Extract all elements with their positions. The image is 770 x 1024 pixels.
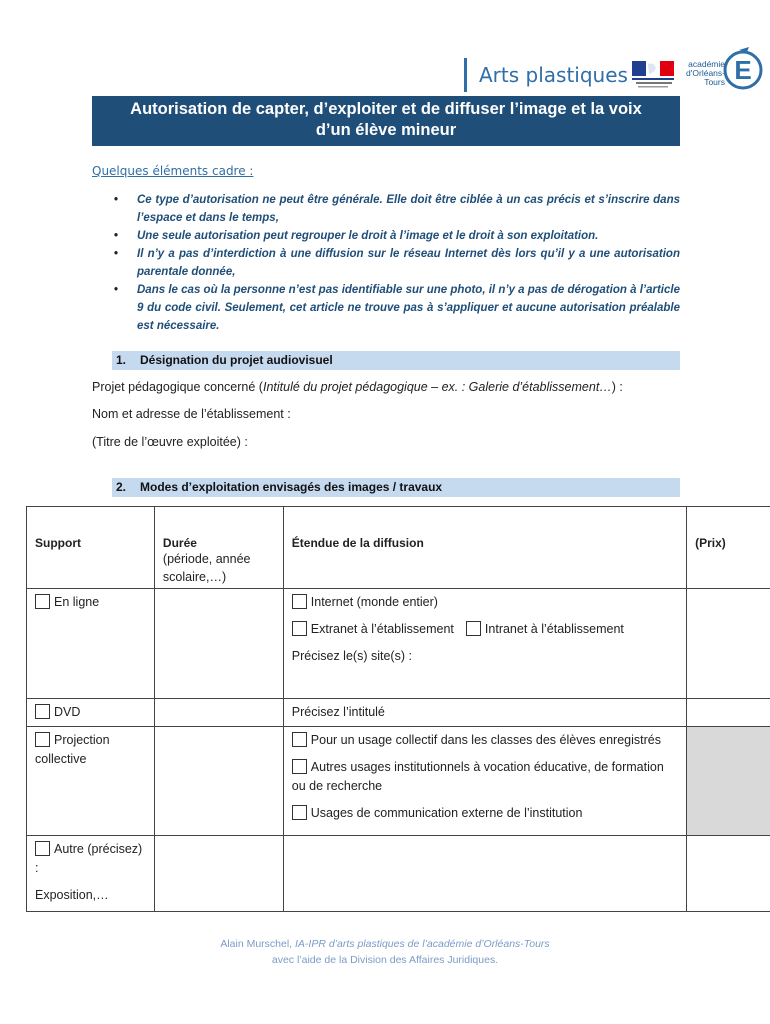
- svg-text:E: E: [734, 55, 752, 85]
- table-row: [27, 589, 770, 699]
- header-brand: [464, 56, 628, 94]
- section-1-number: 1.: [116, 353, 127, 367]
- etendue-autre-cell[interactable]: [283, 836, 686, 912]
- subject-title: Arts plastiques: [479, 63, 628, 87]
- prix-projection-cell: [687, 727, 770, 836]
- list-item: • Ce type d’autorisation ne peut être générale. Elle doit être ciblée à un cas précis et s’inscrire dans l’espace et dans le temps,: [112, 191, 680, 227]
- academie-name: d'Orléans-Tours: [686, 68, 725, 87]
- dvd-checkbox[interactable]: [35, 704, 50, 719]
- header-etendue: Étendue de la diffusion: [283, 507, 686, 589]
- academie-logo: [683, 46, 765, 90]
- section-1-title: Désignation du projet audiovisuel: [140, 353, 333, 367]
- option-internet: Internet (monde entier): [310, 595, 438, 609]
- marianne-logo: [628, 59, 680, 89]
- list-item: • Dans le cas où la personne n’est pas identifiable sur une photo, il n’y a pas de dérogation à l’article 9 du code civil. Seulement, cet article ne trouve pas à s’appliquer et aucune autorisation préalable est nécessaire.: [112, 281, 680, 335]
- academie-e-icon: [721, 46, 765, 90]
- projet-field: Projet pédagogique concerné (Intitulé du projet pédagogique – ex. : Galerie d’établissement…) :: [92, 380, 623, 394]
- usage-institutionnel-checkbox[interactable]: [292, 759, 307, 774]
- header-duree-sub: (période, année scolaire,…): [162, 552, 251, 584]
- table-header-row: [27, 507, 770, 589]
- support-projection: Projection collective: [35, 733, 110, 766]
- title-line-1: Autorisation de capter, d’exploiter et de diffuser l’image et la voix: [130, 100, 642, 118]
- autre-example: Exposition,…: [35, 888, 109, 902]
- section-2-number: 2.: [116, 480, 127, 494]
- en-ligne-checkbox[interactable]: [35, 594, 50, 609]
- prix-en-ligne-cell[interactable]: [687, 589, 770, 699]
- option-extranet: Extranet à l’établissement: [310, 622, 454, 636]
- usage-communication-checkbox[interactable]: [292, 805, 307, 820]
- footer-role: IA-IPR d’arts plastiques de l’académie d’Orléans-Tours: [295, 938, 550, 950]
- table-row: [27, 699, 770, 727]
- support-dvd: DVD: [54, 705, 81, 719]
- option-usage-collectif: Pour un usage collectif dans les classes des élèves enregistrés: [310, 733, 661, 747]
- section-1-heading: [112, 351, 680, 370]
- modes-table: [26, 506, 770, 912]
- usage-collectif-checkbox[interactable]: [292, 732, 307, 747]
- duree-autre-cell[interactable]: [154, 836, 283, 912]
- projection-checkbox[interactable]: [35, 732, 50, 747]
- support-en-ligne: En ligne: [54, 595, 100, 609]
- oeuvre-field: (Titre de l’œuvre exploitée) :: [92, 435, 248, 449]
- header-prix: (Prix): [687, 507, 770, 589]
- section-2-heading: [112, 478, 680, 497]
- etablissement-field: Nom et adresse de l’établissement :: [92, 407, 291, 421]
- table-row: [27, 727, 770, 836]
- cadre-heading: Quelques éléments cadre :: [92, 164, 254, 178]
- footer: [0, 936, 770, 968]
- support-autre: Autre (précisez) :: [35, 842, 143, 875]
- sites-field: Précisez le(s) site(s) :: [291, 649, 412, 663]
- section-2-title: Modes d’exploitation envisagés des images / travaux: [140, 480, 443, 494]
- list-item: • Une seule autorisation peut regrouper le droit à l’image et le droit à son exploitation.: [112, 227, 680, 245]
- footer-author: Alain Murschel,: [220, 938, 296, 950]
- prix-autre-cell[interactable]: [687, 836, 770, 912]
- footer-credit: avec l’aide de la Division des Affaires Juridiques.: [271, 954, 499, 966]
- academie-label: académie: [688, 59, 725, 69]
- intranet-checkbox[interactable]: [466, 621, 481, 636]
- duree-dvd-cell[interactable]: [154, 699, 283, 727]
- option-usage-institutionnel: Autres usages institutionnels à vocation éducative, de formation ou de recherche: [291, 760, 664, 793]
- list-item: • Il n’y a pas d’interdiction à une diffusion sur le réseau Internet dès lors qu’il y a une autorisation parentale donnée,: [112, 245, 680, 281]
- extranet-checkbox[interactable]: [292, 621, 307, 636]
- projet-hint: Intitulé du projet pédagogique – ex. : Galerie d’établissement…: [262, 380, 612, 394]
- brand-divider: [464, 58, 467, 92]
- header-duree: Durée (période, année scolaire,…): [154, 507, 283, 589]
- header-support: Support: [27, 507, 155, 589]
- title-line-2: d’un élève mineur: [315, 121, 457, 139]
- duree-projection-cell[interactable]: [154, 727, 283, 836]
- autre-checkbox[interactable]: [35, 841, 50, 856]
- document-title: [92, 96, 680, 146]
- table-row: [27, 836, 770, 912]
- option-usage-communication: Usages de communication externe de l’institution: [310, 806, 583, 820]
- dvd-intitule-field: Précisez l’intitulé: [283, 699, 686, 727]
- option-intranet: Intranet à l’établissement: [484, 622, 624, 636]
- cadre-list: [112, 191, 680, 335]
- duree-en-ligne-cell[interactable]: [154, 589, 283, 699]
- internet-checkbox[interactable]: [292, 594, 307, 609]
- prix-dvd-cell[interactable]: [687, 699, 770, 727]
